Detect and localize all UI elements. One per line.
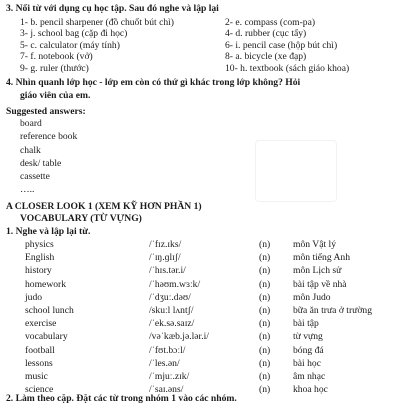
match-item-right: 10- h. textbook (sách giáo khoa) xyxy=(225,62,350,74)
suggested-answers-label: Suggested answers: xyxy=(6,106,86,117)
vocabulary-list xyxy=(25,239,400,397)
vocab-ipa: /ˈmjuː.zɪk/ xyxy=(149,370,190,382)
match-item-right: 6- i. pencil case (hộp bút chì) xyxy=(225,39,338,51)
vocab-word: physics xyxy=(25,239,54,250)
vocab-meaning: môn tiếng Anh xyxy=(293,252,351,264)
vocab-row xyxy=(25,345,400,358)
vocab-word: music xyxy=(25,370,48,382)
vocab-type: (n) xyxy=(259,331,271,343)
vocab-type: (n) xyxy=(259,291,271,303)
vocab-row xyxy=(25,331,400,344)
vocab-ipa: /ˈsaɪ.əns/ xyxy=(149,384,184,396)
suggested-answers-list xyxy=(20,118,77,198)
faint-watermark xyxy=(255,140,337,202)
vocab-ipa: /ˈfʊt.bɔːl/ xyxy=(149,344,186,356)
vocab-ipa: /ˈek.sə.saɪz/ xyxy=(149,318,195,330)
vocab-ipa: /ˈdʒuː.dəʊ/ xyxy=(149,291,191,303)
vocab-ipa: /ˈhəʊm.wɜːk/ xyxy=(149,278,201,290)
vocab-word: history xyxy=(25,265,52,277)
vocab-meaning: bóng đá xyxy=(293,344,324,356)
vocab-meaning: môn Vật lý xyxy=(293,239,336,250)
vocab-row xyxy=(25,371,400,384)
vocab-type: (n) xyxy=(259,239,271,250)
vocab-type: (n) xyxy=(259,357,271,369)
vocab-row xyxy=(25,279,400,292)
vocab-ipa: /ˈhɪs.tər.i/ xyxy=(149,265,186,277)
match-row xyxy=(20,63,380,74)
vocab-meaning: bữa ăn trưa ở trường xyxy=(293,304,373,316)
exercise-4-heading-line2: giáo viên của em. xyxy=(20,90,91,101)
vocab-word: science xyxy=(25,384,54,396)
match-item-left: 7- f. notebook (vở) xyxy=(20,51,93,63)
exercise-1-heading: 1. Nghe và lập lại từ. xyxy=(6,226,91,237)
vocab-ipa: /ˈɪŋ.ɡlɪʃ/ xyxy=(149,252,181,264)
vocab-meaning: môn Judo xyxy=(293,291,331,303)
match-row xyxy=(20,51,380,62)
vocab-row xyxy=(25,292,400,305)
vocab-ipa: /skuːl lʌntʃ/ xyxy=(149,304,194,316)
vocab-row xyxy=(25,265,400,278)
vocab-meaning: bài tập xyxy=(293,318,319,330)
suggested-answer: cassette xyxy=(20,171,50,183)
suggested-answer: chalk xyxy=(20,144,41,156)
suggested-answer: desk/ table xyxy=(20,157,62,169)
vocab-type: (n) xyxy=(259,304,271,316)
vocab-word: vocabulary xyxy=(25,331,68,343)
vocab-word: homework xyxy=(25,278,67,290)
vocab-type: (n) xyxy=(259,278,271,290)
exercise-3-answer-grid xyxy=(20,17,380,74)
vocab-word: exercise xyxy=(25,318,57,330)
vocab-word: school lunch xyxy=(25,304,74,316)
match-row xyxy=(20,40,380,51)
vocab-meaning: âm nhạc xyxy=(293,370,326,382)
match-item-right: 2- e. compass (com-pa) xyxy=(225,17,316,28)
match-item-left: 3- j. school bag (cặp đi học) xyxy=(20,28,128,40)
vocab-word: lessons xyxy=(25,357,53,369)
exercise-4-heading-line1: 4. Nhìn quanh lớp học - lớp em còn có thứ gì khác trong lớp không? Hỏi xyxy=(6,77,301,88)
suggested-answer: board xyxy=(20,118,42,129)
vocab-meaning: từ vựng xyxy=(293,331,323,343)
vocab-type: (n) xyxy=(259,265,271,277)
vocab-word: English xyxy=(25,252,55,264)
vocab-word: judo xyxy=(25,291,43,303)
vocab-row xyxy=(25,252,400,265)
suggested-answer: ….. xyxy=(20,184,35,196)
exercise-2-heading: 2. Làm theo cặp. Đặt các từ trong nhóm 1 vào các nhóm. xyxy=(6,393,237,404)
match-item-left: 5- c. calculator (máy tính) xyxy=(20,39,120,51)
vocab-type: (n) xyxy=(259,384,271,396)
vocab-ipa: /ˈfɪz.ɪks/ xyxy=(149,239,182,250)
vocab-row xyxy=(25,318,400,331)
vocab-type: (n) xyxy=(259,370,271,382)
vocab-type: (n) xyxy=(259,344,271,356)
vocab-meaning: môn Lịch sử xyxy=(293,265,342,277)
vocab-type: (n) xyxy=(259,252,271,264)
vocab-meaning: bài học xyxy=(293,357,321,369)
vocab-meaning: bài tập về nhà xyxy=(293,278,347,290)
match-item-left: 9- g. ruler (thước) xyxy=(20,62,89,74)
exercise-3-heading: 3. Nối từ với dụng cụ học tập. Sau đó nghe và lập lại xyxy=(6,3,219,14)
vocab-row xyxy=(25,239,400,252)
vocab-ipa: /ˈles.ən/ xyxy=(149,357,180,369)
vocabulary-subtitle: VOCABULARY (TỪ VỰNG) xyxy=(20,213,142,224)
vocab-meaning: khoa học xyxy=(293,384,328,396)
vocab-word: football xyxy=(25,344,55,356)
match-item-right: 4- d. rubber (cục tẩy) xyxy=(225,28,307,40)
match-row xyxy=(20,28,380,39)
vocab-row xyxy=(25,358,400,371)
match-item-right: 8- a. bicycle (xe đạp) xyxy=(225,51,307,63)
vocab-ipa: /vəˈkæb.jə.lər.i/ xyxy=(149,331,209,343)
vocab-row xyxy=(25,305,400,318)
match-row xyxy=(20,17,380,28)
match-item-left: 1- b. pencil sharpener (đồ chuốt bút chì) xyxy=(20,17,174,28)
suggested-answer: reference book xyxy=(20,131,78,143)
vocab-type: (n) xyxy=(259,318,271,330)
closer-look-title: A CLOSER LOOK 1 (XEM KỸ HƠN PHẦN 1) xyxy=(6,201,202,212)
